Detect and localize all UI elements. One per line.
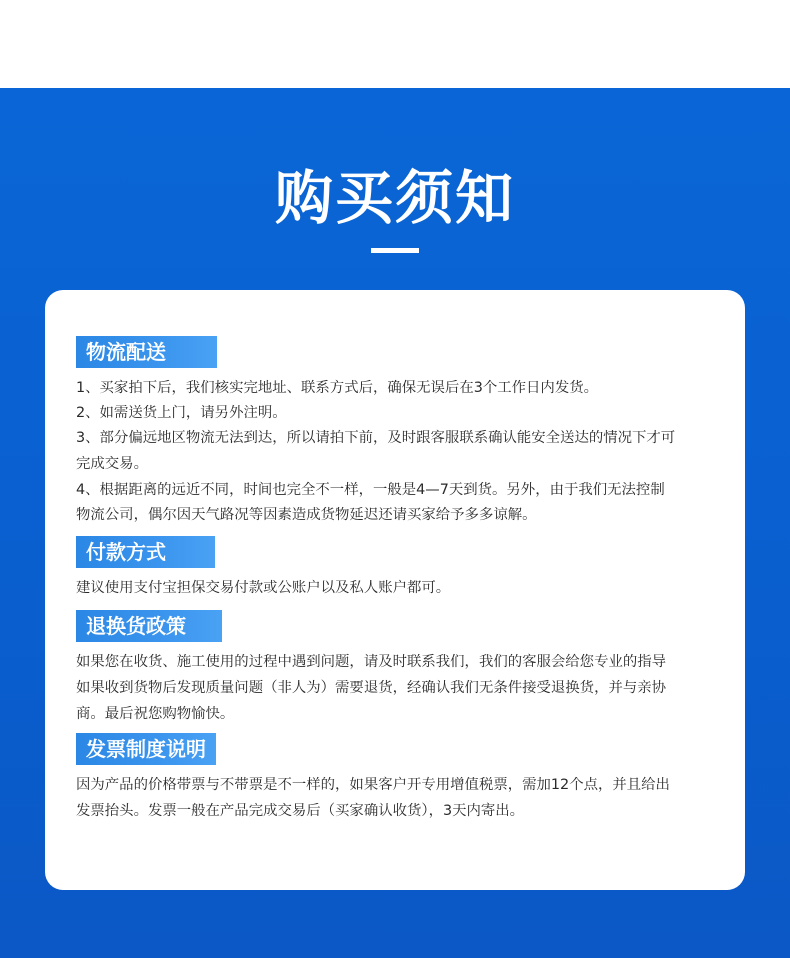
returns-line-2: 如果收到货物后发现质量问题（非人为）需要退货，经确认我们无条件接受退换货，并与亲协 [76,680,667,696]
logistics-line-5: 4、根据距离的远近不同，时间也完全不一样，一般是4—7天到货。另外，由于我们无法控制 [76,482,665,498]
page-title: 购买须知 [274,164,515,232]
payment-line-1: 建议使用支付宝担保交易付款或公账户以及私人账户都可。 [76,580,451,596]
returns-line-3: 商。最后祝您购物愉快。 [76,706,235,722]
invoice-line-1: 因为产品的价格带票与不带票是不一样的，如果客户开专用增值税票，需加12个点，并且给出 [76,777,670,793]
section-label-logistics: 物流配送 [76,336,217,368]
logistics-line-4: 完成交易。 [76,456,148,472]
section-label-returns: 退换货政策 [76,610,222,642]
logistics-line-6: 物流公司，偶尔因天气路况等因素造成货物延迟还请买家给予多多谅解。 [76,507,537,523]
section-label-payment: 付款方式 [76,536,215,568]
logistics-line-1: 1、买家拍下后，我们核实完地址、联系方式后，确保无误后在3个工作日内发货。 [76,380,598,396]
returns-line-1: 如果您在收货、施工使用的过程中遇到问题，请及时联系我们，我们的客服会给您专业的指导 [76,654,667,670]
title-underline-divider [371,248,419,253]
invoice-line-2: 发票抬头。发票一般在产品完成交易后（买家确认收货），3天内寄出。 [76,803,525,819]
logistics-line-2: 2、如需送货上门，请另外注明。 [76,405,287,421]
section-label-invoice: 发票制度说明 [76,733,216,765]
logistics-line-3: 3、部分偏远地区物流无法到达，所以请拍下前，及时跟客服联系确认能安全送达的情况下才可 [76,430,676,446]
